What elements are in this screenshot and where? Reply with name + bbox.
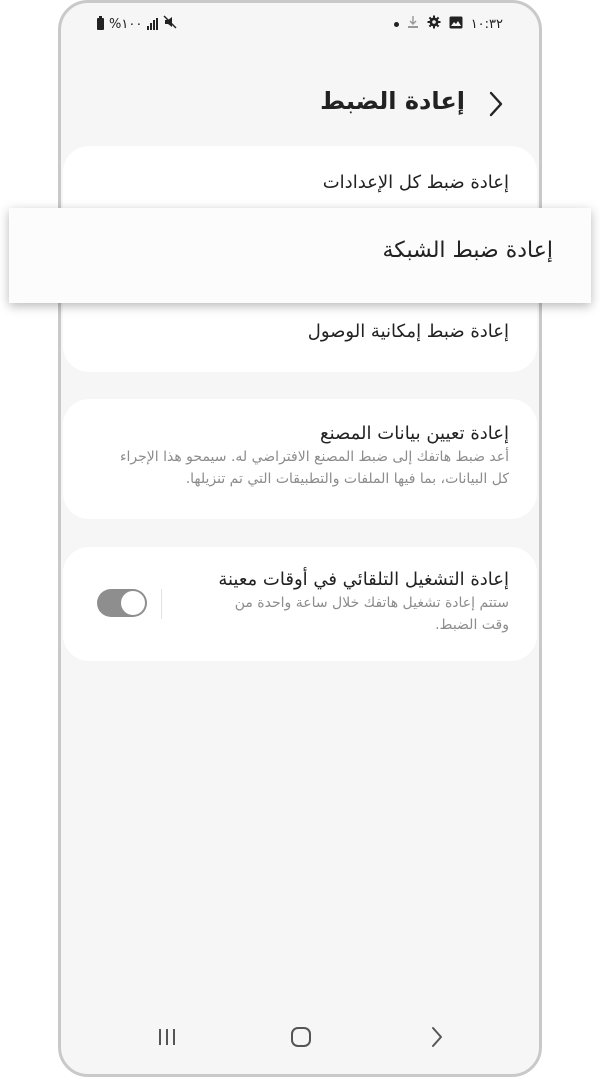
page-title: إعادة الضبط	[320, 87, 465, 115]
reset-accessibility-item[interactable]: إعادة ضبط إمكانية الوصول	[307, 321, 509, 342]
auto-restart-text	[218, 569, 509, 636]
auto-restart-toggle[interactable]	[97, 589, 147, 617]
phone-frame	[58, 0, 542, 1077]
settings-gear-icon	[427, 15, 441, 33]
recents-icon	[156, 1027, 178, 1047]
gallery-icon	[449, 16, 463, 33]
status-bar	[97, 13, 503, 37]
chevron-right-icon	[488, 91, 504, 117]
toggle-divider	[161, 589, 162, 619]
factory-reset-subtitle-line2: كل البيانات، بما فيها الملفات والتطبيقات التي تم تنزيلها.	[185, 471, 509, 487]
factory-reset-subtitle-line1: أعد ضبط هاتفك إلى ضبط المصنع الافتراضي له. سيمحو هذا الإجراء	[119, 449, 509, 465]
back-button[interactable]	[481, 89, 511, 119]
status-right	[394, 15, 503, 33]
signal-icon	[147, 18, 158, 30]
auto-restart-subtitle-line2: وقت الضبط.	[435, 617, 509, 633]
battery-icon	[97, 18, 104, 30]
page-header	[61, 87, 539, 121]
auto-restart-card[interactable]	[63, 547, 537, 661]
status-left	[97, 15, 177, 33]
home-icon	[290, 1026, 312, 1048]
recents-button[interactable]	[147, 1022, 187, 1052]
reset-network-item[interactable]	[9, 208, 591, 303]
status-time: ١٠:٣٢	[470, 16, 503, 32]
reset-network-label: إعادة ضبط الشبكة	[382, 238, 553, 263]
download-icon	[407, 15, 419, 33]
auto-restart-title: إعادة التشغيل التلقائي في أوقات معينة	[218, 569, 509, 590]
notification-dot-icon	[394, 22, 399, 27]
factory-reset-text	[120, 423, 509, 490]
nav-back-button[interactable]	[417, 1022, 457, 1052]
back-icon	[430, 1026, 444, 1048]
home-button[interactable]	[281, 1022, 321, 1052]
auto-restart-subtitle-line1: ستتم إعادة تشغيل هاتفك خلال ساعة واحدة من	[234, 595, 509, 611]
factory-reset-card[interactable]	[63, 399, 537, 519]
reset-all-settings-item[interactable]: إعادة ضبط كل الإعدادات	[322, 172, 509, 193]
mute-icon	[163, 15, 177, 33]
battery-text: %١٠٠	[109, 16, 143, 32]
toggle-knob	[120, 590, 146, 616]
navigation-bar	[61, 1022, 539, 1052]
factory-reset-title: إعادة تعيين بيانات المصنع	[320, 423, 509, 444]
